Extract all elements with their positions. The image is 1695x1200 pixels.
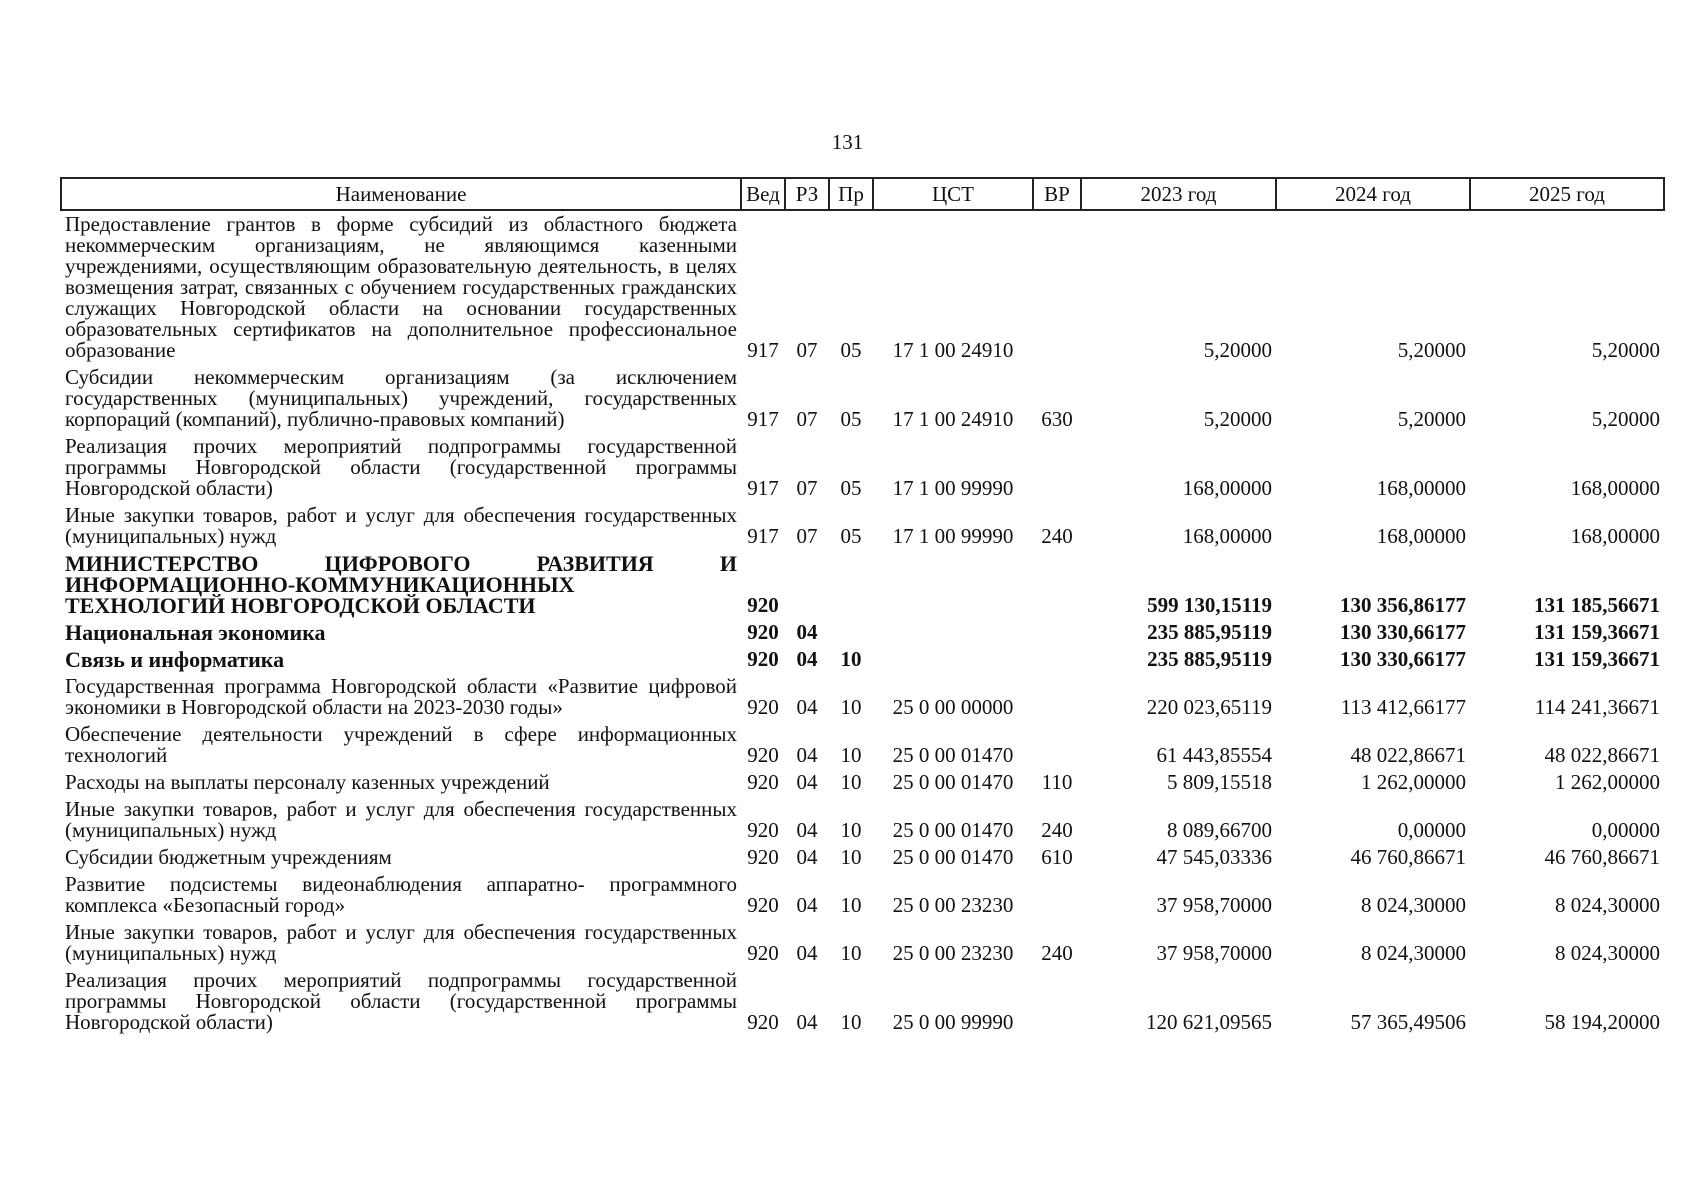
row-amount-2024: 57 365,49506: [1350, 1010, 1466, 1034]
row-amount-2025: 48 022,86671: [1544, 743, 1660, 767]
row-name: Реализация прочих мероприятий подпрограммы государственной программы Новгородской области (государственной программы Новгородской области): [65, 434, 737, 500]
row-name: Национальная экономика: [65, 620, 326, 645]
row-pr: 10: [840, 941, 862, 965]
row-rz: 04: [796, 1010, 818, 1034]
table-row: [61, 871, 1664, 919]
row-rz: 07: [796, 338, 818, 362]
row-ved: 920: [747, 695, 779, 719]
row-cst: 25 0 00 23230: [892, 941, 1014, 965]
table-header-row: [61, 178, 1664, 210]
row-amount-2025: 131 159,36671: [1534, 620, 1660, 644]
row-cst: [873, 550, 1033, 619]
row-ved: 920: [747, 818, 779, 842]
row-ved: 920: [747, 845, 779, 869]
row-amount-2024: 8 024,30000: [1361, 893, 1466, 917]
row-rz: 07: [796, 407, 818, 431]
row-vr: [1033, 673, 1081, 721]
row-amount-2024: 5,20000: [1397, 407, 1466, 431]
row-amount-2024: 5,20000: [1397, 338, 1466, 362]
column-header-cst: ЦСТ: [873, 178, 1033, 210]
row-name: Связь и информатика: [65, 647, 285, 672]
row-amount-2023: 8 089,66700: [1167, 818, 1272, 842]
row-amount-2023: 5,20000: [1203, 338, 1272, 362]
row-amount-2023: 5,20000: [1203, 407, 1272, 431]
column-header-rz: РЗ: [785, 178, 829, 210]
row-pr: 10: [840, 1010, 862, 1034]
table-row: [61, 210, 1664, 364]
row-rz: 07: [796, 476, 818, 500]
row-amount-2023: 235 885,95119: [1147, 647, 1272, 671]
row-pr: 10: [840, 845, 862, 869]
table-row: [61, 619, 1664, 646]
row-cst: 25 0 00 00000: [892, 695, 1014, 719]
row-vr: 110: [1041, 770, 1073, 794]
row-name: Иные закупки товаров, работ и услуг для обеспечения государственных (муниципальных) нужд: [65, 503, 737, 548]
row-rz: 04: [796, 743, 818, 767]
table-row: [61, 646, 1664, 673]
row-ved: 920: [747, 593, 779, 617]
row-vr: 610: [1041, 845, 1073, 869]
row-amount-2023: 47 545,03336: [1156, 845, 1272, 869]
column-header-ved: Вед: [741, 178, 785, 210]
row-cst: [873, 646, 1033, 673]
row-amount-2025: 131 159,36671: [1534, 647, 1660, 671]
row-name: Иные закупки товаров, работ и услуг для обеспечения государственных (муниципальных) нужд: [65, 797, 737, 842]
row-cst: 17 1 00 24910: [892, 407, 1014, 431]
table-row: [61, 673, 1664, 721]
row-vr: [1033, 619, 1081, 646]
row-rz: 04: [796, 845, 818, 869]
row-amount-2025: 168,00000: [1570, 476, 1660, 500]
table-row: [61, 364, 1664, 433]
row-pr: 10: [840, 818, 862, 842]
row-vr: [1033, 871, 1081, 919]
row-amount-2025: 46 760,86671: [1544, 845, 1660, 869]
page-number: 131: [831, 130, 864, 154]
row-pr: 10: [840, 695, 862, 719]
table-row: [61, 844, 1664, 871]
row-ved: 920: [747, 941, 779, 965]
row-cst: 25 0 00 23230: [892, 893, 1014, 917]
row-pr: [829, 550, 873, 619]
budget-table: [60, 177, 1665, 1036]
row-pr: 10: [840, 893, 862, 917]
row-cst: 25 0 00 01470: [892, 743, 1014, 767]
row-amount-2023: 61 443,85554: [1156, 743, 1272, 767]
table-row: [61, 721, 1664, 769]
row-pr: 10: [840, 647, 862, 671]
table-row: [61, 769, 1664, 796]
column-header-name: Наименование: [61, 178, 741, 210]
row-name: Обеспечение деятельности учреждений в сфере информационных технологий: [65, 722, 737, 767]
row-pr: 05: [840, 338, 862, 362]
row-name: Расходы на выплаты персоналу казенных учреждений: [65, 770, 550, 794]
row-pr: 05: [840, 476, 862, 500]
row-vr: [1033, 433, 1081, 502]
row-amount-2024: 130 330,66177: [1340, 620, 1466, 644]
row-vr: 630: [1041, 407, 1073, 431]
table-row: [61, 967, 1664, 1036]
row-ved: 917: [747, 338, 779, 362]
row-rz: 04: [796, 818, 818, 842]
row-vr: [1033, 210, 1081, 364]
row-ved: 917: [747, 407, 779, 431]
row-amount-2025: 58 194,20000: [1544, 1010, 1660, 1034]
row-cst: 25 0 00 01470: [892, 845, 1014, 869]
table-row: [61, 796, 1664, 844]
row-amount-2023: 220 023,65119: [1146, 695, 1272, 719]
row-amount-2025: 8 024,30000: [1555, 941, 1660, 965]
row-amount-2025: 114 241,36671: [1534, 695, 1660, 719]
row-cst: 25 0 00 01470: [892, 770, 1014, 794]
row-pr: [829, 619, 873, 646]
row-amount-2023: 168,00000: [1182, 524, 1272, 548]
row-amount-2025: 8 024,30000: [1555, 893, 1660, 917]
row-vr: [1033, 967, 1081, 1036]
column-header-2024: 2024 год: [1276, 178, 1470, 210]
row-cst: 17 1 00 99990: [892, 524, 1014, 548]
row-amount-2024: 1 262,00000: [1361, 770, 1466, 794]
row-rz: 07: [796, 524, 818, 548]
row-amount-2025: 131 185,56671: [1534, 593, 1660, 617]
row-amount-2024: 8 024,30000: [1361, 941, 1466, 965]
row-amount-2024: 113 412,66177: [1340, 695, 1466, 719]
row-vr: 240: [1041, 941, 1073, 965]
row-ved: 920: [747, 647, 779, 671]
row-amount-2024: 46 760,86671: [1350, 845, 1466, 869]
row-vr: 240: [1041, 818, 1073, 842]
row-ved: 917: [747, 524, 779, 548]
row-amount-2023: 168,00000: [1182, 476, 1272, 500]
row-name: Субсидии некоммерческим организациям (за исключением государственных (муниципальных) учреждений, государственных корпораций (компаний), публично-правовых компаний): [65, 365, 737, 431]
row-cst: 25 0 00 99990: [892, 1010, 1014, 1034]
row-amount-2023: 37 958,70000: [1156, 941, 1272, 965]
row-name: Реализация прочих мероприятий подпрограммы государственной программы Новгородской области (государственной программы Новгородской области): [65, 968, 737, 1034]
row-amount-2023: 235 885,95119: [1147, 620, 1272, 644]
row-vr: [1033, 550, 1081, 619]
row-cst: 17 1 00 24910: [892, 338, 1014, 362]
row-name: Государственная программа Новгородской области «Развитие цифровой экономики в Новгородской области на 2023-2030 годы»: [65, 674, 737, 719]
row-amount-2025: 0,00000: [1591, 818, 1660, 842]
table-row: [61, 550, 1664, 619]
row-amount-2025: 168,00000: [1570, 524, 1660, 548]
row-name: Субсидии бюджетным учреждениям: [65, 845, 392, 869]
row-amount-2024: 130 330,66177: [1340, 647, 1466, 671]
table-row: [61, 919, 1664, 967]
row-ved: 920: [747, 1010, 779, 1034]
row-pr: 05: [840, 524, 862, 548]
row-pr: 10: [840, 743, 862, 767]
row-ved: 920: [747, 893, 779, 917]
row-pr: 05: [840, 407, 862, 431]
row-rz: 04: [796, 695, 818, 719]
row-rz: 04: [796, 770, 818, 794]
row-rz: 04: [796, 647, 818, 671]
row-rz: 04: [796, 620, 818, 644]
column-header-pr: Пр: [829, 178, 873, 210]
row-rz: 04: [796, 941, 818, 965]
row-rz: [785, 550, 829, 619]
row-vr: [1033, 646, 1081, 673]
table-row: [61, 433, 1664, 502]
row-name: Развитие подсистемы видеонаблюдения аппаратно- программного комплекса «Безопасный город»: [65, 872, 737, 917]
row-amount-2025: 5,20000: [1591, 338, 1660, 362]
table-row: [61, 502, 1664, 550]
row-ved: 920: [747, 770, 779, 794]
row-pr: 10: [840, 770, 862, 794]
column-header-2025: 2025 год: [1470, 178, 1664, 210]
row-cst: [873, 619, 1033, 646]
row-amount-2023: 120 621,09565: [1146, 1010, 1272, 1034]
row-amount-2025: 1 262,00000: [1555, 770, 1660, 794]
row-amount-2024: 48 022,86671: [1350, 743, 1466, 767]
column-header-vr: ВР: [1033, 178, 1081, 210]
row-cst: 17 1 00 99990: [892, 476, 1014, 500]
row-amount-2024: 130 356,86177: [1340, 593, 1466, 617]
row-amount-2023: 37 958,70000: [1156, 893, 1272, 917]
column-header-2023: 2023 год: [1081, 178, 1276, 210]
row-amount-2025: 5,20000: [1591, 407, 1660, 431]
row-name: Предоставление грантов в форме субсидий из областного бюджета некоммерческим организациям, не являющимся казенными учреждениями, осуществляющим образовательную деятельность, в целях возмещения затрат, связанных с обучением государственных гражданских служащих Новгородской области на основании государственных образовательных сертификатов на дополнительное профессиональное образование: [65, 212, 737, 362]
row-ved: 920: [747, 743, 779, 767]
row-vr: [1033, 721, 1081, 769]
row-amount-2024: 0,00000: [1397, 818, 1466, 842]
row-name: МИНИСТЕРСТВО ЦИФРОВОГО РАЗВИТИЯ И ИНФОРМАЦИОННО-КОММУНИКАЦИОННЫХ ТЕХНОЛОГИЙ НОВГОРОДСКОЙ ОБЛАСТИ: [65, 551, 737, 618]
row-vr: 240: [1041, 524, 1073, 548]
row-rz: 04: [796, 893, 818, 917]
row-ved: 917: [747, 476, 779, 500]
row-ved: 920: [747, 620, 779, 644]
table-body: [61, 210, 1664, 1036]
row-amount-2023: 5 809,15518: [1167, 770, 1272, 794]
row-amount-2024: 168,00000: [1376, 524, 1466, 548]
row-amount-2023: 599 130,15119: [1147, 593, 1272, 617]
row-cst: 25 0 00 01470: [892, 818, 1014, 842]
row-amount-2024: 168,00000: [1376, 476, 1466, 500]
row-name: Иные закупки товаров, работ и услуг для обеспечения государственных (муниципальных) нужд: [65, 920, 737, 965]
